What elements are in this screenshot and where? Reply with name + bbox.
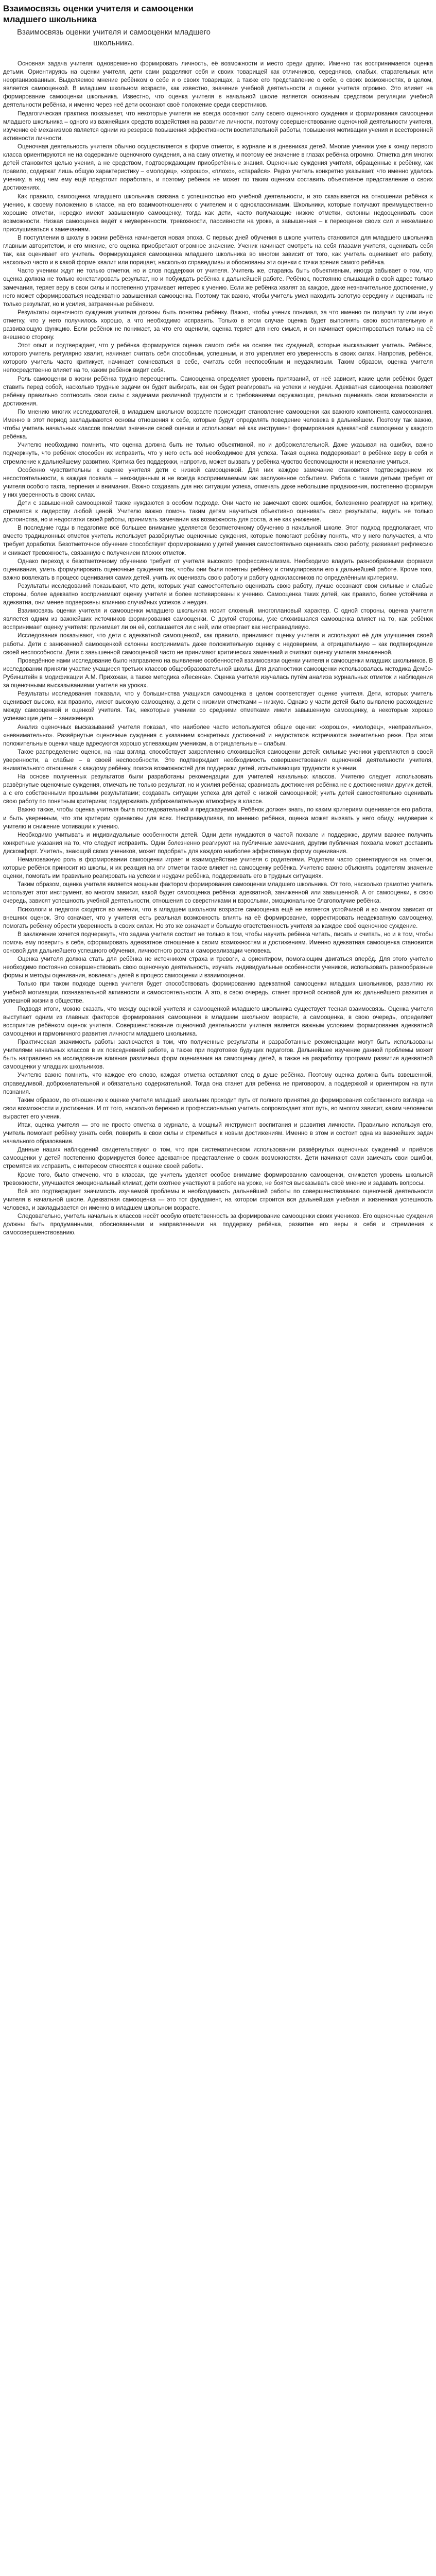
article-paragraph: Таким образом, оценка учителя является мощным фактором формирования самооценки младшего школьника. От того, насколько грамотно учитель использует этот инструмент, во многом зависит, какой будет самооценка ребёнка: адекватной, заниженной или завышенной. А от самооценки, в свою очередь, зависят успешность учебной деятельности, отношения со сверстниками и взрослыми, эмоциональное благополучие ребёнка.: [3, 881, 433, 905]
article-body: [3, 60, 433, 1237]
article-paragraph: Учителю необходимо помнить, что оценка должна быть не только объективной, но и доброжелательной. Даже указывая на ошибки, важно подчеркнуть, что ребёнок способен их исправить, что у него есть всё необходимое для успеха. Такая оценка поддерживает в ребёнке веру в себя и стремление к дальнейшему развитию. Критика без поддержки, напротив, может вызвать у ребёнка чувство беспомощности и нежелание учиться.: [3, 442, 433, 465]
article-paragraph: На основе полученных результатов были разработаны рекомендации для учителей начальных классов. Учителю следует использовать развёрнутые оценочные суждения, отмечать не только результат, но и усилия ребёнка; сравнивать достижения ребёнка не с достижениями других детей, а с его собственными прошлыми результатами; создавать ситуации успеха для детей с низкой самооценкой; учить детей самостоятельно оценивать свою работу по понятным критериям; поддерживать доброжелательную атмосферу в классе.: [3, 773, 433, 805]
article-paragraph: Данные наших наблюдений свидетельствуют о том, что при систематическом использовании развёрнутых оценочных суждений и приёмов самооценки у детей постепенно формируется более адекватное представление о своих возможностях. Дети начинают сами замечать свои ошибки, стремятся их исправить, с интересом относятся к оценке своей работы.: [3, 1146, 433, 1170]
article-paragraph: Важно также, чтобы оценка учителя была последовательной и предсказуемой. Ребёнок должен знать, по каким критериям оценивается его работа, и быть уверенным, что эти критерии одинаковы для всех. Несправедливая, по мнению ребёнка, оценка может вызвать у него обиду, недоверие к учителю и снижение мотивации к учению.: [3, 806, 433, 830]
article-paragraph: Кроме того, было отмечено, что в классах, где учитель уделяет особое внимание формированию самооценки, снижается уровень школьной тревожности, улучшается эмоциональный климат, дети охотнее участвуют в работе на уроке, не боятся высказывать своё мнение и задавать вопросы.: [3, 1171, 433, 1187]
article-paragraph: Дети с завышенной самооценкой также нуждаются в особом подходе. Они часто не замечают своих ошибок, болезненно реагируют на критику, стремятся к лидерству любой ценой. Учителю важно помочь таким детям научиться объективно оценивать свои результаты, видеть не только достоинства, но и недостатки своей работы, принимать замечания как возможность для роста, а не как унижение.: [3, 499, 433, 523]
article-paragraph: Роль самооценки в жизни ребёнка трудно переоценить. Самооценка определяет уровень притязаний, от неё зависит, какие цели ребёнок будет ставить перед собой, насколько трудные задачи он будет выбирать, как он будет реагировать на успехи и неудачи. Адекватная самооценка позволяет ребёнку правильно соотносить свои силы с задачами различной трудности и с требованиями окружающих, реально оценивать свои возможности и достижения.: [3, 375, 433, 407]
article-paragraph: Только при таком подходе оценка учителя будет способствовать формированию адекватной самооценки младших школьников, развитию их учебной мотивации, познавательной активности и самостоятельности. А это, в свою очередь, станет прочной основой для их дальнейшего развития и успешной жизни в обществе.: [3, 980, 433, 1004]
article-paragraph: Анализ оценочных высказываний учителя показал, что наиболее часто используются общие оценки: «хорошо», «молодец», «неправильно», «невнимательно». Развёрнутые оценочные суждения с указанием конкретных достижений и недостатков встречаются значительно реже. При этом положительные оценки чаще адресуются хорошо успевающим ученикам, а отрицательные – слабым.: [3, 723, 433, 747]
article-paragraph: Учителю важно помнить, что каждое его слово, каждая отметка оставляют след в душе ребёнка. Поэтому оценка должна быть взвешенной, справедливой, доброжелательной и обязательно содержательной. Тогда она станет для ребёнка не приговором, а поддержкой и ориентиром на пути познания.: [3, 1072, 433, 1095]
article-paragraph: Однако переход к безотметочному обучению требует от учителя высокого профессионализма. Необходимо владеть разнообразными формами оценивания, уметь формулировать оценочные суждения так, чтобы они были понятны ребёнку и стимулировали его к дальнейшей работе. Кроме того, важно вовлекать в процесс оценивания самих детей, учить их оценивать свою работу и работу одноклассников по определённым критериям.: [3, 557, 433, 581]
article-paragraph: Исследования показывают, что дети с адекватной самооценкой, как правило, принимают оценку учителя и используют её для улучшения своей работы. Дети с заниженной самооценкой склонны воспринимать даже положительную оценку с недоверием, а отрицательную – как подтверждение своей неспособности. Дети с завышенной самооценкой часто не принимают критических замечаний и считают оценку учителя заниженной.: [3, 632, 433, 656]
article-paragraph: Подводя итоги, можно сказать, что между оценкой учителя и самооценкой младшего школьника существует тесная взаимосвязь. Оценка учителя выступает одним из главных факторов формирования самооценки в младшем школьном возрасте, а самооценка, в свою очередь, определяет восприятие ребёнком оценок учителя. Совершенствование оценочной деятельности учителя является важным условием формирования адекватной самооценки и гармоничного развития личности младшего школьника.: [3, 1005, 433, 1037]
article-paragraph: Оценочная деятельность учителя обычно осуществляется в форме отметок, в журнале и в дневниках детей. Многие ученики уже к концу первого класса ориентируются не на содержание оценочного суждения, а на саму отметку, и поэтому её значение в глазах ребёнка огромно. Отметка для многих детей становится целью учения, а не средством, подтверждающим приобретённые знания. Оценочные суждения учителя, обращённые к ребёнку, как правило, содержат лишь общую характеристику – «молодец», «хорошо», «плохо», «старайся». Редко учитель конкретно указывает, что именно удалось ученику, а над чем ему ещё предстоит поработать, и поэтому ребёнок не может по таким оценкам составить объективное представление о своих достижениях.: [3, 143, 433, 192]
article-title-text: Взаимосвязь оценки учителя и самооценки младшего школьника: [3, 4, 194, 24]
article-paragraph: Часто ученики ждут не только отметки, но и слов поддержки от учителя. Учитель же, стараясь быть объективным, иногда забывает о том, что оценка должна не только констатировать результат, но и побуждать ребёнка к дальнейшей работе. Ребёнок, постоянно слышащий в свой адрес только замечания, теряет веру в свои силы и постепенно утрачивает интерес к учению. Если же ребёнка хвалят за каждое, даже незначительное достижение, у него может сформироваться неадекватно завышенная самооценка. Поэтому так важно, чтобы учитель умел находить золотую середину и оценивать не только результат, но и усилия, затраченные ребёнком.: [3, 267, 433, 308]
article-paragraph: Как правило, самооценка младшего школьника связана с успешностью его учебной деятельности, и это сказывается на отношении ребёнка к учению, к своему положению в классе, на его взаимоотношениях с учителем и с одноклассниками. Школьники, которые получают преимущественно хорошие отметки, нередко имеют завышенную самооценку, тогда как дети, часто получающие низкие отметки, склонны недооценивать свои возможности. Низкая самооценка ведёт к неуверенности, тревожности, пассивности на уроке, а завышенная – к переоценке своих сил и нежеланию прислушиваться к замечаниям.: [3, 193, 433, 233]
article-paragraph: Педагогическая практика показывает, что некоторые учителя не всегда осознают силу своего оценочного суждения и формирования самооценки младшего школьника – одного из важнейших средств воздействия на развитие личности, поэтому совершенствование оценочной деятельности учителя, изучение её механизмов является одним из резервов повышения эффективности воспитательной работы, повышения мотивации учения и всесторонней активности личности.: [3, 110, 433, 142]
article-paragraph: Проведённое нами исследование было направлено на выявление особенностей взаимосвязи оценки учителя и самооценки младших школьников. В исследовании приняли участие учащиеся третьих классов общеобразовательной школы. Для диагностики самооценки использовалась методика Дембо-Рубинштейн в модификации А.М. Прихожан, а также методика «Лесенка». Оценка учителя изучалась путём анализа журнальных отметок и наблюдения за оценочными высказываниями учителя на уроках.: [3, 657, 433, 689]
article-paragraph: Следовательно, учитель начальных классов несёт особую ответственность за формирование самооценки своих учеников. Его оценочные суждения должны быть продуманными, обоснованными и направленными на поддержку ребёнка, развитие его веры в себя и стремления к самосовершенствованию.: [3, 1213, 433, 1236]
article-paragraph: Оценка учителя должна стать для ребёнка не источником страха и тревоги, а ориентиром, помогающим двигаться вперёд. Для этого учителю необходимо постоянно совершенствовать свою оценочную деятельность, изучать индивидуальные особенности учеников, использовать разнообразные формы и методы оценивания, вовлекать детей в процесс самооценки и взаимооценки.: [3, 956, 433, 979]
article-paragraph: Особенно чувствительны к оценке учителя дети с низкой самооценкой. Для них каждое замечание становится подтверждением их несостоятельности, а каждая похвала – неожиданным и не всегда воспринимаемым как заслуженное событием. Работа с такими детьми требует от учителя особого такта, терпения и внимания. Важно создавать для них ситуации успеха, отмечать даже небольшие продвижения, постепенно формируя у них уверенность в своих силах.: [3, 466, 433, 498]
article-paragraph: Такое распределение оценок, на наш взгляд, способствует закреплению сложившейся самооценки детей: сильные ученики укрепляются в своей уверенности, а слабые – в своей неспособности. Это подтверждает необходимость совершенствования оценочной деятельности учителя, внимательного отношения к каждому ребёнку, поиска возможностей для поддержки детей, испытывающих трудности в учении.: [3, 748, 433, 772]
article-paragraph: Результаты оценочного суждения учителя должны быть понятны ребёнку. Важно, чтобы ученик понимал, за что именно он получил ту или иную отметку, что у него получилось хорошо, а что необходимо исправить. Только в этом случае оценка будет выполнять свою воспитательную и развивающую функцию. Если ребёнок не понимает, за что его оценили, оценка теряет для него смысл, и он начинает ориентироваться только на её внешнюю сторону.: [3, 309, 433, 341]
article-paragraph: Результаты исследования показали, что у большинства учащихся самооценка в целом соответствует оценке учителя. Дети, которых учитель оценивает высоко, как правило, имеют высокую самооценку, а дети с низкими отметками – низкую. Однако у части детей было выявлено расхождение между самооценкой и оценкой учителя. Так, некоторые ученики со средними отметками имели завышенную самооценку, а некоторые хорошо успевающие дети – заниженную.: [3, 690, 433, 722]
article-paragraph: В последние годы в педагогике всё большее внимание уделяется безотметочному обучению в начальной школе. Этот подход предполагает, что вместо традиционных отметок учитель использует развёрнутые оценочные суждения, которые помогают ребёнку понять, что у него получается, а что требует доработки. Безотметочное обучение способствует формированию у детей умения самостоятельно оценивать свою работу, развивает рефлексию и снижает тревожность, связанную с получением плохих отметок.: [3, 524, 433, 556]
article-paragraph: Психологи и педагоги сходятся во мнении, что в младшем школьном возрасте самооценка ещё не является устойчивой и во многом зависит от внешних оценок. Это означает, что у учителя есть реальная возможность влиять на её формирование, корректировать неадекватную самооценку, помогать ребёнку обрести уверенность в своих силах. Но это же означает и большую ответственность учителя за каждое своё оценочное суждение.: [3, 906, 433, 929]
article-paragraph: Основная задача учителя: одновременно формировать личность, её возможности и место среди других. Именно так воспринимается оценка детьми. Ориентируясь на оценки учителя, дети сами разделяют себя и своих товарищей как отличников, середняков, слабых, старательных или неорганизованных. Выделяемое мнение ребёнком о себе и о своих товарищах, а также его представление о себе, о своих возможностях, в целом, является самооценкой. В младшем школьном возрасте, как известно, значение учебной деятельности и оценки учителя огромно. Это влияет на формирование самооценки школьника. Известно, что оценка учителя в начальной школе является основным средством регуляции учебной деятельности ребёнка, и именно через неё дети осознают своё положение среди сверстников.: [3, 60, 433, 109]
article-paragraph: В поступлении в школу в жизни ребёнка начинается новая эпоха. С первых дней обучения в школе учитель становится для младшего школьника главным авторитетом, и его мнение, его оценка приобретают огромное значение. Ученик начинает смотреть на себя глазами учителя, оценивать себя так, как оценивает его учитель. Формирующаяся самооценка младшего школьника во многом зависит от того, как учитель оценивает его работу, насколько часто и в какой форме хвалит или порицает, насколько справедливы и обоснованы эти оценки с точки зрения самого ребёнка.: [3, 234, 433, 266]
article-paragraph: Итак, оценка учителя — это не просто отметка в журнале, а мощный инструмент воспитания и развития личности. Правильно используя его, учитель помогает ребёнку узнать себя, поверить в свои силы и стремиться к новым достижениям. Именно в этом и состоит одна из важнейших задач начального образования.: [3, 1122, 433, 1145]
article-subtitle: Взаимосвязь оценки учителя и самооценки младшего школьника.: [17, 28, 211, 47]
article-paragraph: В заключение хочется подчеркнуть, что задача учителя состоит не только в том, чтобы научить ребёнка читать, писать и считать, но и в том, чтобы помочь ему поверить в себя, сформировать адекватное отношение к своим возможностям и достижениям. Именно адекватная самооценка становится основой для дальнейшего успешного обучения, личностного роста и самореализации человека.: [3, 930, 433, 955]
article-title: [3, 3, 224, 48]
article-paragraph: Немаловажную роль в формировании самооценки играет и взаимодействие учителя с родителями. Родители часто ориентируются на отметки, которые ребёнок приносит из школы, и их реакция на эти отметки также влияет на самооценку ребёнка. Учителю важно объяснять родителям значение оценки, помогать им правильно реагировать на успехи и неудачи ребёнка, поддерживать его в трудных ситуациях.: [3, 856, 433, 880]
article-paragraph: Практическая значимость работы заключается в том, что полученные результаты и разработанные рекомендации могут быть использованы учителями начальных классов в их повседневной работе, а также при подготовке будущих педагогов. Дальнейшее изучение данной проблемы может быть направлено на исследование влияния различных форм оценивания на самооценку детей, а также на разработку программ развития адекватной самооценки у младших школьников.: [3, 1039, 433, 1071]
article-paragraph: Таким образом, по отношению к оценке учителя младший школьник проходит путь от полного принятия до формирования собственного взгляда на свои возможности и достижения. И от того, насколько бережно и профессионально учитель сопровождает этот путь, во многом зависит, каким человеком вырастет его ученик.: [3, 1096, 433, 1120]
article-paragraph: Необходимо учитывать и индивидуальные особенности детей. Одни дети нуждаются в частой похвале и поддержке, другим важнее получить конкретные указания на то, что следует исправить. Одни болезненно реагируют на публичные замечания, другим публичная похвала может доставить дискомфорт. Учитель, знающий своих учеников, может подобрать для каждого наиболее эффективную форму оценивания.: [3, 831, 433, 855]
article-paragraph: Всё это подтверждает значимость изучаемой проблемы и необходимость дальнейшей работы по совершенствованию оценочной деятельности учителя в начальной школе. Адекватная самооценка — это тот фундамент, на котором строится вся дальнейшая учебная и жизненная успешность человека, и закладывается он именно в младшем школьном возрасте.: [3, 1188, 433, 1211]
article-paragraph: По мнению многих исследователей, в младшем школьном возрасте происходит становление самооценки как важного компонента самосознания. Именно в этот период закладываются основы отношения к себе, которые будут определять поведение человека в дальнейшем. Поэтому так важно, чтобы учитель начальных классов понимал значение своей оценки и использовал её как инструмент формирования адекватной самооценки у каждого ребёнка.: [3, 408, 433, 440]
article-paragraph: Этот опыт и подтверждает, что у ребёнка формируется оценка самого себя на основе тех суждений, которые высказывает учитель. Ребёнок, которого учитель регулярно хвалит, начинает считать себя способным, успешным, и это укрепляет его уверенность в своих силах. Напротив, ребёнок, которого учитель часто критикует, начинает сомневаться в себе, считать себя неспособным и неудачливым. Таким образом, оценка учителя непосредственно влияет на то, каким ребёнок видит себя.: [3, 342, 433, 374]
article-paragraph: Результаты исследований показывают, что дети, которых учат самостоятельно оценивать свою работу, лучше осознают свои сильные и слабые стороны, более адекватно воспринимают оценку учителя и более мотивированы к учению. Самооценка таких детей, как правило, более устойчива и адекватна, они менее подвержены влиянию случайных успехов и неудач.: [3, 582, 433, 606]
article-paragraph: Взаимосвязь оценки учителя и самооценки младшего школьника носит сложный, многоплановый характер. С одной стороны, оценка учителя является одним из важнейших источников формирования самооценки. С другой стороны, уже сложившаяся самооценка влияет на то, как ребёнок воспринимает оценку учителя: принимает ли он её, соглашается ли с ней, или отвергает как несправедливую.: [3, 607, 433, 631]
